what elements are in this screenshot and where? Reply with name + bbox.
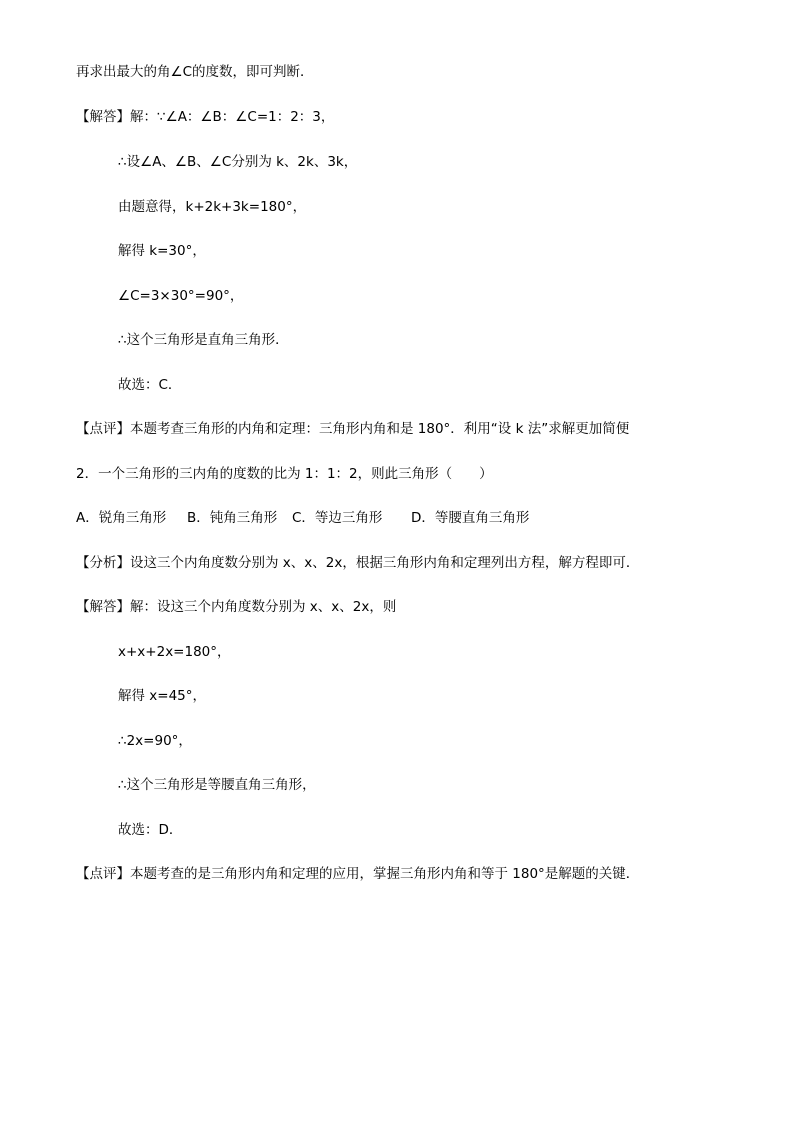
analysis-continuation: 再求出最大的角∠C的度数，即可判断．: [76, 64, 314, 80]
option-a: A．锐角三角形: [76, 510, 167, 526]
solution-heading-2: 【解答】解：设这三个内角度数分别为 x、x、2x，则: [76, 599, 397, 615]
solution-step: 解得 k=30°，: [118, 243, 206, 259]
question-2: 2．一个三角形的三内角的度数的比为 1：1：2，则此三角形（ ）: [76, 466, 493, 482]
solution-heading-1: 【解答】解：∵∠A：∠B：∠C=1：2：3，: [76, 109, 335, 125]
comment-1: 【点评】本题考查三角形的内角和定理：三角形内角和是 180°．利用“设 k 法”求解更加简便: [76, 421, 630, 437]
solution-step: 由题意得，k+2k+3k=180°，: [118, 199, 307, 215]
answer-choice: 故选：D．: [118, 822, 183, 838]
answer-choice: 故选：C．: [118, 377, 182, 393]
option-d: D．等腰直角三角形: [411, 510, 530, 526]
solution-step: x+x+2x=180°，: [118, 644, 231, 660]
solution-step: ∴设∠A、∠B、∠C分别为 k、2k、3k，: [118, 154, 358, 170]
comment-2: 【点评】本题考查的是三角形内角和定理的应用，掌握三角形内角和等于 180°是解题的关键．: [76, 866, 640, 882]
solution-step: ∴这个三角形是等腰直角三角形，: [118, 777, 316, 793]
solution-step: ∠C=3×30°=90°，: [118, 288, 244, 304]
option-c: C．等边三角形: [292, 510, 383, 526]
question-2-options: [76, 509, 529, 527]
option-b: B．钝角三角形: [187, 510, 278, 526]
analysis-2: 【分析】设这三个内角度数分别为 x、x、2x，根据三角形内角和定理列出方程，解方程即可．: [76, 555, 640, 571]
solution-step: 解得 x=45°，: [118, 688, 207, 704]
solution-step: ∴2x=90°，: [118, 733, 192, 749]
solution-step: ∴这个三角形是直角三角形．: [118, 332, 289, 348]
